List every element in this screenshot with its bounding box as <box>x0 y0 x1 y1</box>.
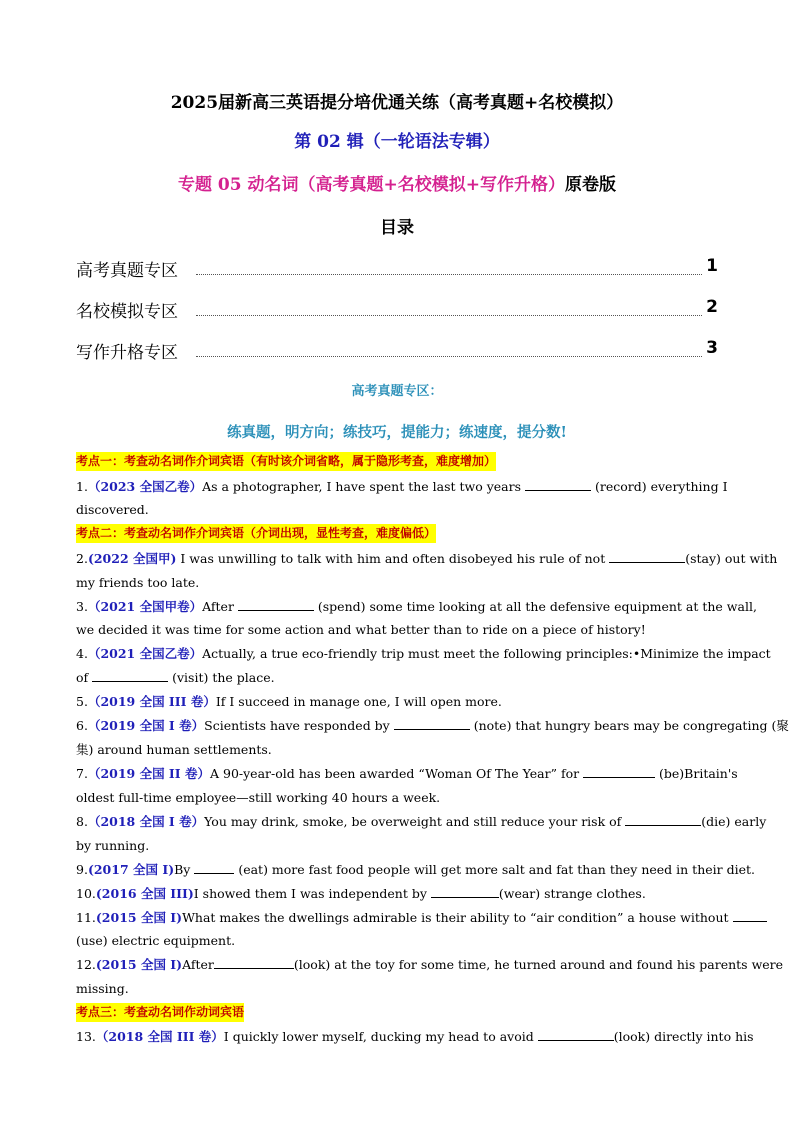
question-3: 3.（2021 全国甲卷）After (spend) some time looking at all the defensive equipment at the wall, <box>76 599 757 614</box>
series-title: 第 02 辑（一轮语法专辑） <box>294 132 500 152</box>
question-6: 6.（2019 全国 I 卷）Scientists have responded by (note) that hungry bears may be congregating (聚 <box>76 718 789 733</box>
question-4: 4.（2021 全国乙卷）Actually, a true eco-friendly trip must meet the following principles:•Minimize the impact <box>76 646 771 661</box>
document-title: 2025届新高三英语提分培优通关练（高考真题+名校模拟） <box>170 93 624 113</box>
kaodian-2: 考点二：考查动名词作介词宾语（介词出现，显性考查，难度偏低） <box>76 524 436 543</box>
answer-blank[interactable] <box>538 1028 614 1041</box>
question-3-cont: we decided it was time for some action and what better than to ride on a piece of history! <box>76 622 646 637</box>
answer-blank[interactable] <box>214 956 294 969</box>
answer-blank[interactable] <box>525 478 591 491</box>
toc-leader <box>196 356 702 357</box>
topic-title-version: 原卷版 <box>564 175 616 195</box>
kaodian-3: 考点三：考查动名词作动词宾语 <box>76 1003 244 1022</box>
question-5: 5.（2019 全国 III 卷）If I succeed in manage one, I will open more. <box>76 694 502 709</box>
toc-entry-3[interactable] <box>76 338 718 362</box>
topic-title <box>0 170 794 195</box>
answer-blank[interactable] <box>609 550 685 563</box>
question-2: 2.(2022 全国甲) I was unwilling to talk with him and often disobeyed his rule of not (stay) out with <box>76 551 778 566</box>
answer-blank[interactable] <box>194 861 234 874</box>
answer-blank[interactable] <box>394 717 470 730</box>
toc-page: 3 <box>706 338 718 358</box>
question-1-cont: discovered. <box>76 502 149 517</box>
question-8-cont: by running. <box>76 838 150 853</box>
toc-entry-1[interactable] <box>76 256 718 280</box>
toc-entry-2[interactable] <box>76 297 718 321</box>
question-2-cont: my friends too late. <box>76 575 200 590</box>
toc-label: 名校模拟专区 <box>76 297 178 322</box>
question-4-cont: of (visit) the place. <box>76 670 275 685</box>
section-subtitle: 练真题，明方向；练技巧，提能力；练速度，提分数! <box>227 424 567 441</box>
question-13: 13.（2018 全国 III 卷）I quickly lower myself, ducking my head to avoid (look) directly into his <box>76 1029 754 1044</box>
question-12: 12.(2015 全国 I)After (look) at the toy for some time, he turned around and found his parents were <box>76 957 784 972</box>
section-title: 高考真题专区： <box>351 384 443 399</box>
topic-title-main: 专题 05 动名词（高考真题+名校模拟+写作升格） <box>178 175 565 195</box>
answer-blank[interactable] <box>92 669 168 682</box>
toc-leader <box>196 315 702 316</box>
question-11-cont: (use) electric equipment. <box>76 933 236 948</box>
question-6-cont: 集) around human settlements. <box>76 742 272 757</box>
kaodian-1: 考点一：考查动名词作介词宾语（有时该介词省略，属于隐形考查，难度增加） <box>76 452 496 471</box>
answer-blank[interactable] <box>238 598 314 611</box>
toc-leader <box>196 274 702 275</box>
question-9: 9.(2017 全国 I)By (eat) more fast food people will get more salt and fat than they need in their diet. <box>76 862 755 877</box>
answer-blank[interactable] <box>431 885 499 898</box>
toc-label: 写作升格专区 <box>76 338 178 363</box>
toc-label: 高考真题专区 <box>76 256 178 281</box>
answer-blank[interactable] <box>583 765 655 778</box>
question-11: 11.(2015 全国 I)What makes the dwellings admirable is their ability to “air condition” a house without <box>76 909 718 926</box>
question-8: 8.（2018 全国 I 卷）You may drink, smoke, be overweight and still reduce your risk of (die) early <box>76 814 767 829</box>
toc-page: 1 <box>706 256 718 276</box>
question-12-cont: missing. <box>76 981 129 996</box>
answer-blank[interactable] <box>733 909 767 922</box>
answer-blank[interactable] <box>625 813 701 826</box>
toc-page: 2 <box>706 297 718 317</box>
toc-heading: 目录 <box>380 218 414 238</box>
question-10: 10.(2016 全国 III)I showed them I was independent by (wear) strange clothes. <box>76 886 646 901</box>
question-7: 7.（2019 全国 II 卷）A 90-year-old has been awarded “Woman Of The Year” for (be)Britain's <box>76 766 738 781</box>
question-1: 1.（2023 全国乙卷）As a photographer, I have spent the last two years (record) everything I <box>76 479 728 494</box>
question-7-cont: oldest full-time employee—still working 40 hours a week. <box>76 790 441 805</box>
